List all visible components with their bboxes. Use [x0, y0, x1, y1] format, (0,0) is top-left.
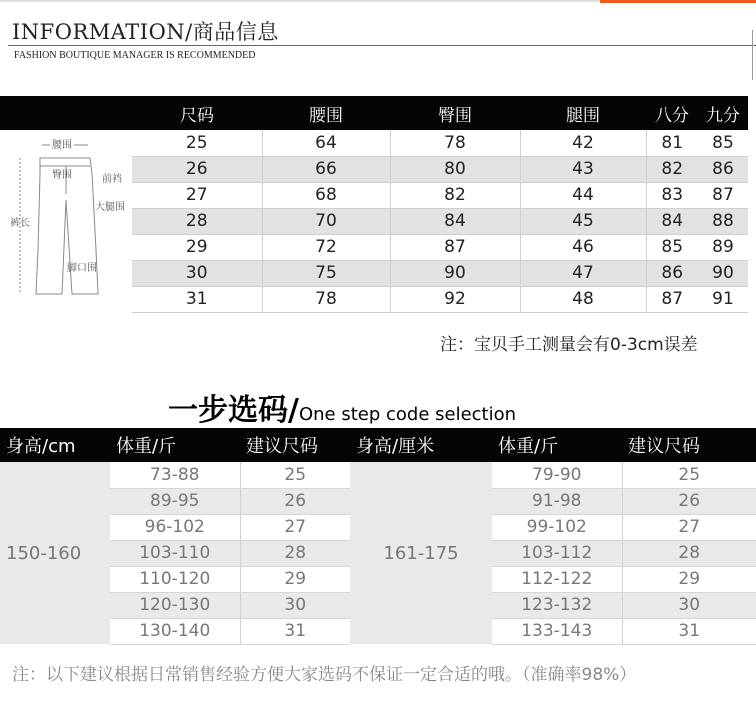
cell-hip: 90 — [390, 260, 520, 286]
cell-suggest-right: 27 — [622, 514, 756, 540]
cell-suggest-right: 31 — [622, 618, 756, 644]
cell-nine: 85 — [698, 130, 748, 156]
cell-suggest-left: 26 — [240, 488, 350, 514]
step-title-en: One step code selection — [298, 404, 517, 425]
cell-waist: 78 — [262, 286, 390, 312]
cell-weight-right: 103-112 — [492, 540, 622, 566]
cell-waist: 72 — [262, 234, 390, 260]
cell-weight-left: 110-120 — [110, 566, 240, 592]
cell-suggest-left: 28 — [240, 540, 350, 566]
header-hip: 臀围 — [390, 96, 520, 130]
cell-weight-left: 130-140 — [110, 618, 240, 644]
diagram-label-front-rise: 前裆 — [102, 174, 122, 185]
size-table — [0, 96, 748, 313]
cell-size: 26 — [132, 156, 262, 182]
cell-size: 30 — [132, 260, 262, 286]
cell-thigh: 44 — [520, 182, 646, 208]
cell-weight-right: 123-132 — [492, 592, 622, 618]
header-weight-right: 体重/斤 — [492, 428, 622, 462]
pants-diagram-icon — [0, 130, 132, 312]
cell-weight-right: 91-98 — [492, 488, 622, 514]
cell-hip: 80 — [390, 156, 520, 182]
cell-nine: 90 — [698, 260, 748, 286]
header-weight-left: 体重/斤 — [110, 428, 240, 462]
top-accent-bar — [600, 0, 756, 3]
header-height-li: 身高/厘米 — [350, 428, 492, 462]
cell-hip: 87 — [390, 234, 520, 260]
cell-size: 28 — [132, 208, 262, 234]
cell-thigh: 45 — [520, 208, 646, 234]
cell-suggest-left: 30 — [240, 592, 350, 618]
cell-suggest-right: 30 — [622, 592, 756, 618]
cell-eight: 82 — [646, 156, 698, 182]
top-divider — [0, 0, 756, 2]
cell-nine: 88 — [698, 208, 748, 234]
cell-weight-right: 79-90 — [492, 462, 622, 488]
cell-suggest-right: 29 — [622, 566, 756, 592]
cell-size: 31 — [132, 286, 262, 312]
cell-waist: 68 — [262, 182, 390, 208]
cell-suggest-left: 25 — [240, 462, 350, 488]
measurement-note: 注：宝贝手工测量会有0-3cm误差 — [440, 335, 698, 355]
cell-eight: 81 — [646, 130, 698, 156]
cell-waist: 70 — [262, 208, 390, 234]
cell-eight: 83 — [646, 182, 698, 208]
cell-eight: 87 — [646, 286, 698, 312]
cell-weight-right: 133-143 — [492, 618, 622, 644]
cell-waist: 66 — [262, 156, 390, 182]
size-table-header — [0, 96, 748, 130]
diagram-label-waist: 腰围 — [52, 140, 72, 151]
selection-table — [0, 428, 756, 645]
cell-waist: 64 — [262, 130, 390, 156]
cell-nine: 91 — [698, 286, 748, 312]
header-nine: 九分 — [698, 96, 748, 130]
diagram-label-length: 裤长 — [10, 218, 30, 229]
cell-thigh: 43 — [520, 156, 646, 182]
cell-nine: 87 — [698, 182, 748, 208]
step-title-cn: 一步选码/ — [168, 393, 299, 428]
header-thigh: 腿围 — [520, 96, 646, 130]
cell-hip: 82 — [390, 182, 520, 208]
cell-nine: 86 — [698, 156, 748, 182]
cell-size: 27 — [132, 182, 262, 208]
cell-hip: 78 — [390, 130, 520, 156]
cell-thigh: 46 — [520, 234, 646, 260]
header-suggest-left: 建议尺码 — [240, 428, 350, 462]
diagram-label-hip: 臀围 — [52, 170, 72, 181]
cell-weight-left: 120-130 — [110, 592, 240, 618]
cell-suggest-right: 26 — [622, 488, 756, 514]
left-height-range: 150-160 — [0, 462, 110, 644]
diagram-label-thigh: 大腿围 — [95, 202, 125, 213]
cell-weight-right: 99-102 — [492, 514, 622, 540]
header-blank — [0, 96, 132, 130]
cell-suggest-left: 29 — [240, 566, 350, 592]
page-subtitle: FASHION BOUTIQUE MANAGER IS RECOMMENDED — [14, 50, 256, 61]
selection-table-header — [0, 428, 756, 462]
cell-weight-left: 96-102 — [110, 514, 240, 540]
header-size: 尺码 — [132, 96, 262, 130]
cell-weight-right: 112-122 — [492, 566, 622, 592]
cell-eight: 85 — [646, 234, 698, 260]
cell-hip: 92 — [390, 286, 520, 312]
cell-suggest-right: 28 — [622, 540, 756, 566]
cell-thigh: 48 — [520, 286, 646, 312]
cell-nine: 89 — [698, 234, 748, 260]
title-underline — [8, 45, 756, 46]
step-title — [168, 385, 516, 429]
cell-waist: 75 — [262, 260, 390, 286]
header-waist: 腰围 — [262, 96, 390, 130]
cell-eight: 84 — [646, 208, 698, 234]
cell-thigh: 47 — [520, 260, 646, 286]
diagram-label-hem: 脚口围 — [67, 263, 97, 274]
header-suggest-right: 建议尺码 — [622, 428, 756, 462]
pants-diagram-cell — [0, 130, 132, 312]
cell-suggest-left: 31 — [240, 618, 350, 644]
table-row — [0, 130, 748, 156]
header-eight: 八分 — [646, 96, 698, 130]
cell-weight-left: 73-88 — [110, 462, 240, 488]
cell-suggest-right: 25 — [622, 462, 756, 488]
cell-thigh: 42 — [520, 130, 646, 156]
cell-size: 29 — [132, 234, 262, 260]
page-title: INFORMATION/商品信息 — [12, 20, 279, 44]
cell-size: 25 — [132, 130, 262, 156]
right-height-range: 161-175 — [350, 462, 492, 644]
cell-hip: 84 — [390, 208, 520, 234]
cell-eight: 86 — [646, 260, 698, 286]
table-row — [0, 462, 756, 488]
cell-suggest-left: 27 — [240, 514, 350, 540]
bottom-note: 注：以下建议根据日常销售经验方便大家选码不保证一定合适的哦。（准确率98%） — [12, 665, 637, 685]
cell-weight-left: 103-110 — [110, 540, 240, 566]
title-side-line — [752, 30, 753, 80]
cell-weight-left: 89-95 — [110, 488, 240, 514]
header-height-cm: 身高/cm — [0, 428, 110, 462]
